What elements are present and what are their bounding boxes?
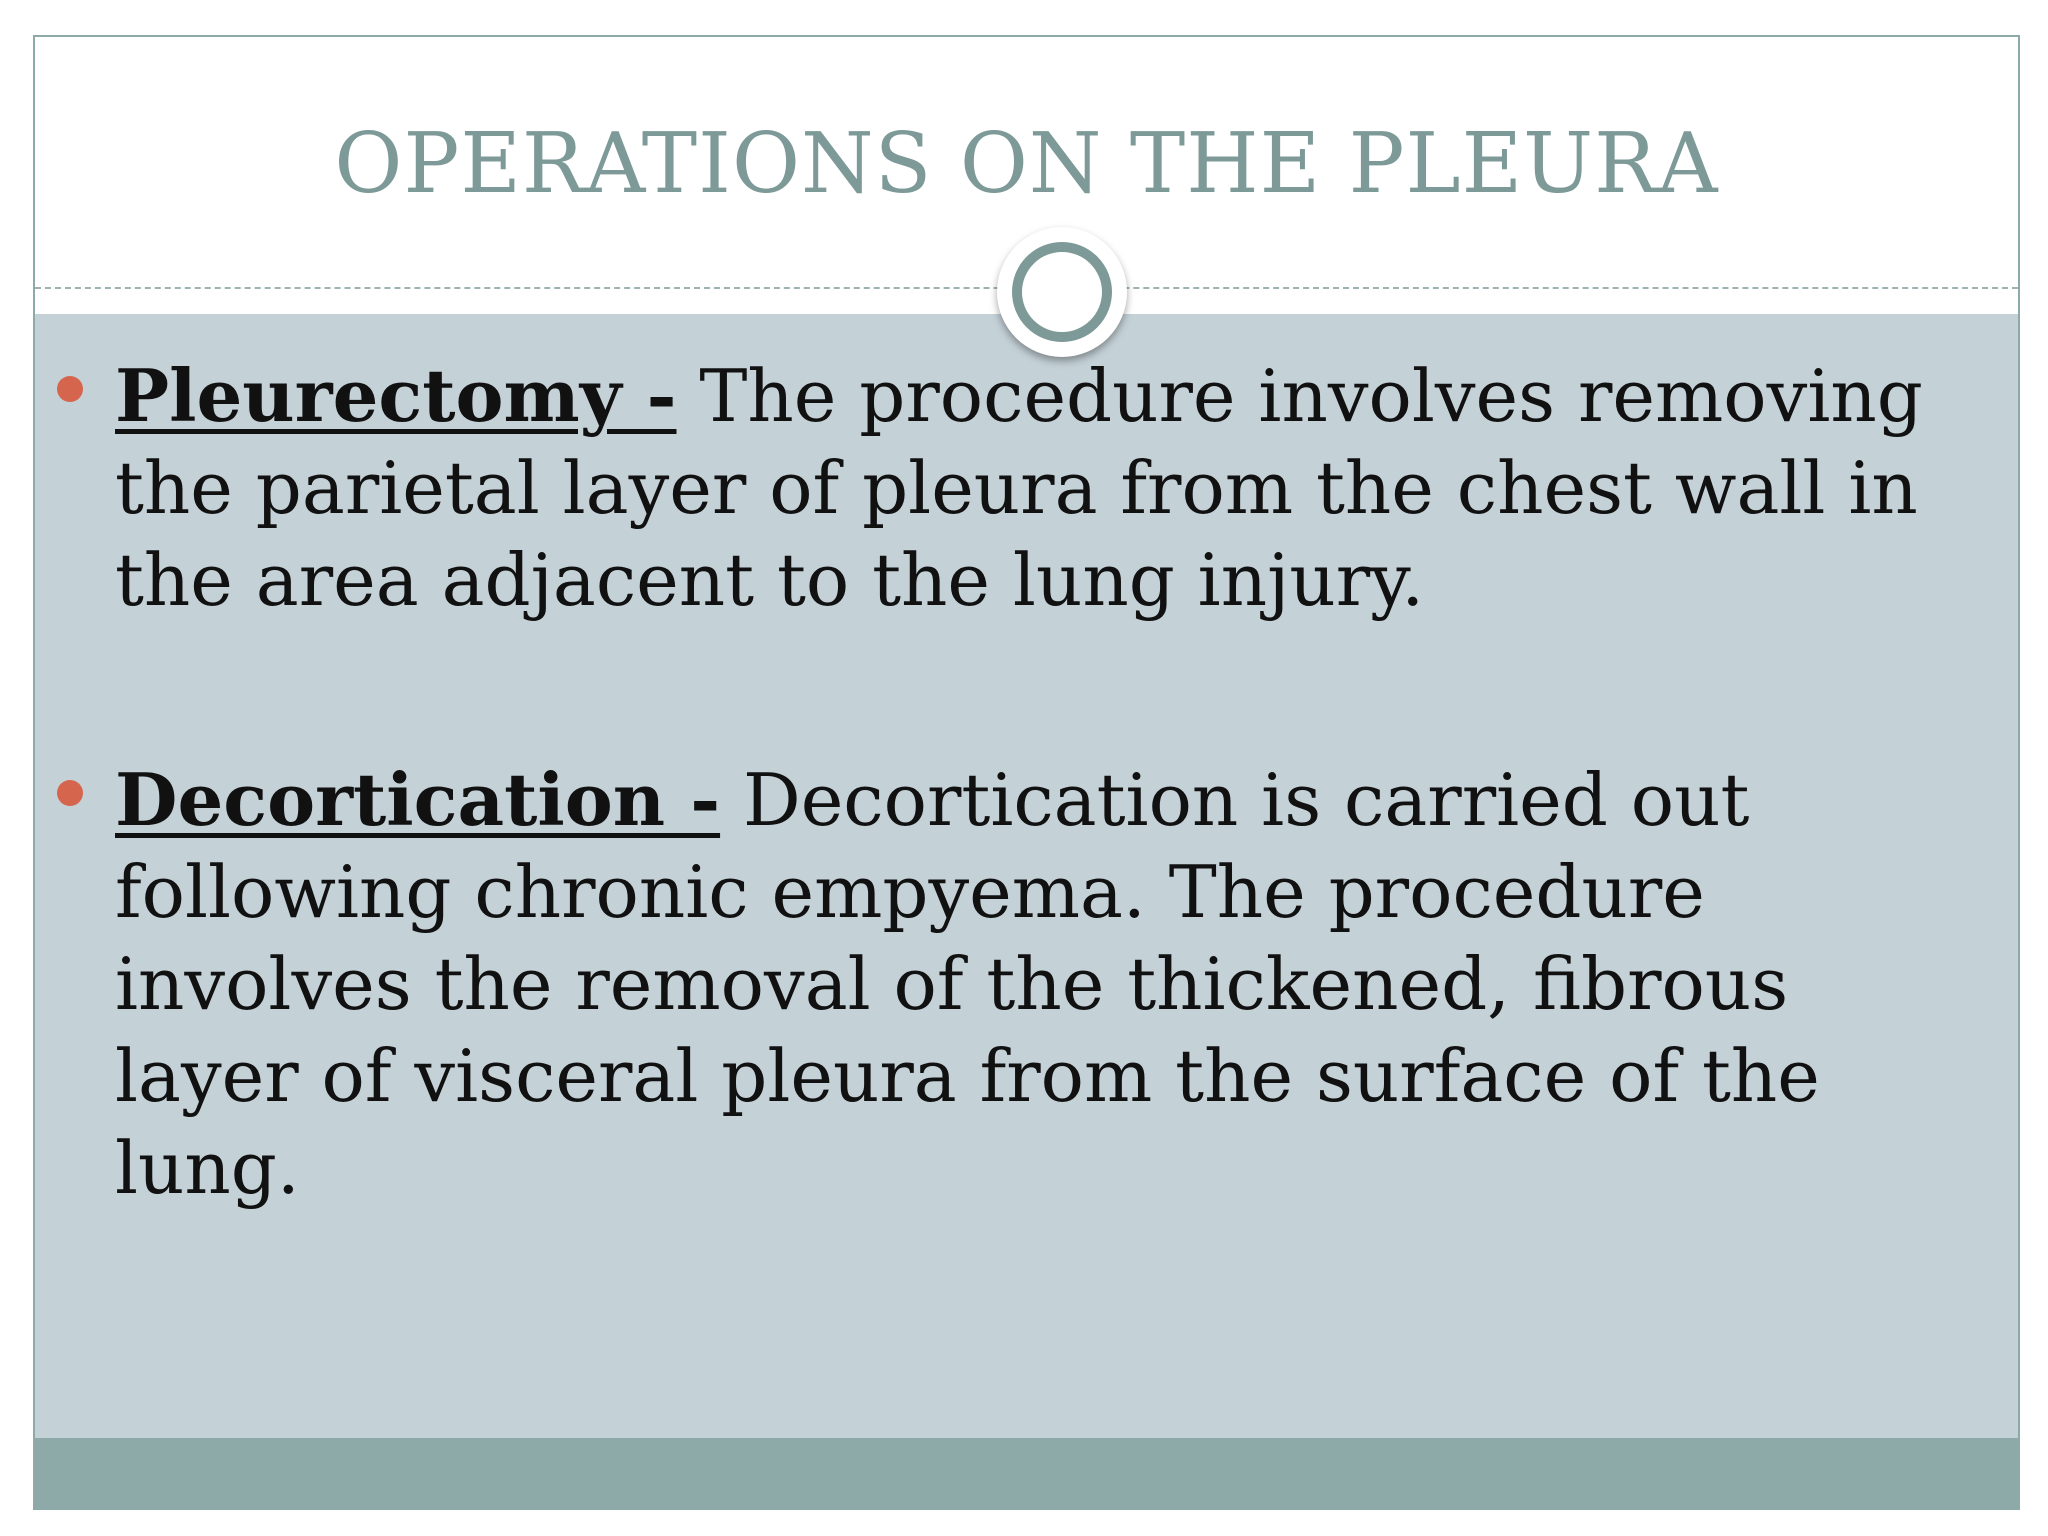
bullet-dot-icon (57, 376, 83, 402)
bullet-list (115, 350, 1965, 1342)
bullet-dot-icon (57, 780, 83, 806)
bullet-description: Decortication is carried out following chronic empyema. The procedure involves the removal of the thickened, fibrous layer of visceral pleura from the surface of the lung. (115, 758, 1820, 1210)
bullet-term: Pleurectomy - (115, 353, 677, 438)
bullet-description: The procedure involves removing the parietal layer of pleura from the chest wall in the area adjacent to the lung injury. (115, 354, 1923, 622)
slide-title: OPERATIONS ON THE PLEURA (334, 115, 1719, 212)
bullet-item-pleurectomy (115, 350, 1965, 626)
bullet-item-decortication (115, 754, 1965, 1214)
footer-band (35, 1438, 2018, 1508)
circle-ornament-icon (997, 227, 1127, 357)
ring-icon (1012, 242, 1112, 342)
bullet-term: Decortication - (115, 757, 721, 842)
